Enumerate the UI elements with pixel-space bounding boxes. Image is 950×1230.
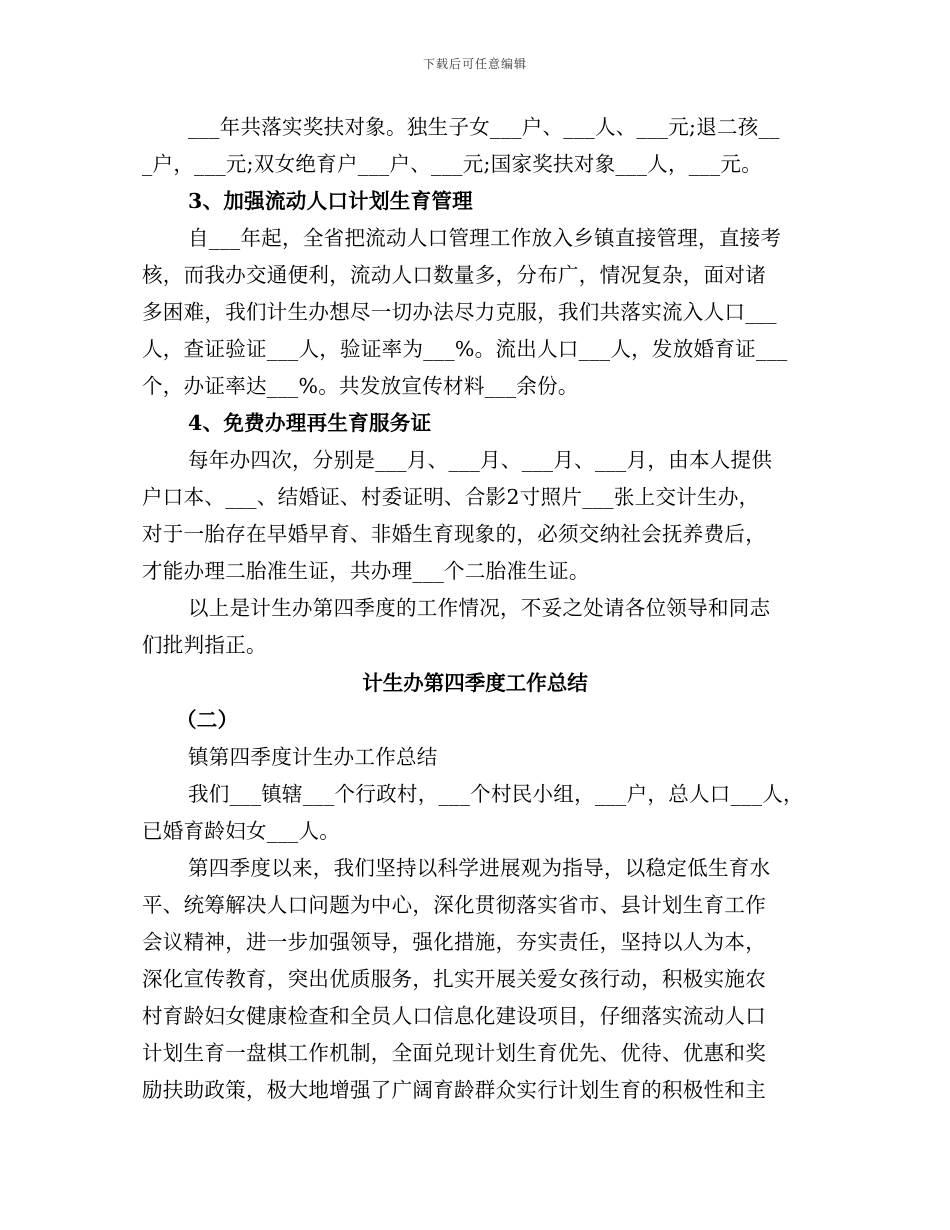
document-title: 计生办第四季度工作总结 <box>362 671 588 695</box>
paragraph-line: 每年办四次，分别是___月、___月、___月、___月，由本人提供 <box>188 448 773 472</box>
section-heading: 3、加强流动人口计划生育管理 <box>188 189 473 213</box>
section-heading: 4、免费办理再生育服务证 <box>188 411 432 435</box>
subtitle: （二） <box>176 708 239 732</box>
paragraph-line: 已婚育龄妇女___人。 <box>142 819 341 843</box>
paragraph-line: 自___年起，全省把流动人口管理工作放入乡镇直接管理，直接考 <box>188 226 782 250</box>
paragraph-line: 我们___镇辖___个行政村，___个村民小组，___户，总人口___人， <box>188 782 804 806</box>
paragraph-line: 村育龄妇女健康检查和全员人口信息化建设项目，仔细落实流动人口 <box>142 1004 766 1028</box>
paragraph-line: 会议精神，进一步加强领导，强化措施，夯实责任，坚持以人为本， <box>142 930 766 954</box>
paragraph-line: 计划生育一盘棋工作机制，全面兑现计划生育优先、优待、优惠和奖 <box>142 1041 766 1065</box>
paragraph-line: 平、统筹解决人口问题为中心，深化贯彻落实省市、县计划生育工作 <box>142 893 766 917</box>
page-header: 下载后可任意编辑 <box>422 57 527 71</box>
paragraph-line: 人，查证验证___人，验证率为___%。流出人口___人，发放婚育证___ <box>142 337 788 361</box>
paragraph-line: 深化宣传教育，突出优质服务，扎实开展关爱女孩行动，积极实施农 <box>142 967 766 991</box>
paragraph-line: 们批判指正。 <box>142 633 267 657</box>
paragraph-line: 第四季度以来，我们坚持以科学进展观为指导，以稳定低生育水 <box>188 856 771 880</box>
paragraph-line: _户，___元;双女绝育户___户、___元;国家奖扶对象___人，___元。 <box>142 152 763 176</box>
paragraph-line: 核，而我办交通便利，流动人口数量多，分布广，情况复杂，面对诸 <box>142 263 766 287</box>
paragraph-line: 多困难，我们计生办想尽一切办法尽力克服，我们共落实流入人口___ <box>142 300 777 324</box>
paragraph-line: 对于一胎存在早婚早育、非婚生育现象的，必须交纳社会抚养费后， <box>142 522 766 546</box>
paragraph-line: ___年共落实奖扶对象。独生子女___户、___人、___元;退二孩__ <box>188 115 780 139</box>
paragraph-line: 励扶助政策，极大地增强了广阔育龄群众实行计划生育的积极性和主 <box>142 1078 766 1102</box>
paragraph-line: 以上是计生办第四季度的工作情况，不妥之处请各位领导和同志 <box>188 596 771 620</box>
paragraph-line: 个，办证率达___%。共发放宣传材料___余份。 <box>142 374 579 398</box>
paragraph-line: 户口本、___、结婚证、村委证明、合影2寸照片___张上交计生办， <box>142 485 760 509</box>
paragraph-line: 才能办理二胎准生证，共办理___个二胎准生证。 <box>142 559 590 583</box>
paragraph-line: 镇第四季度计生办工作总结 <box>188 745 438 769</box>
